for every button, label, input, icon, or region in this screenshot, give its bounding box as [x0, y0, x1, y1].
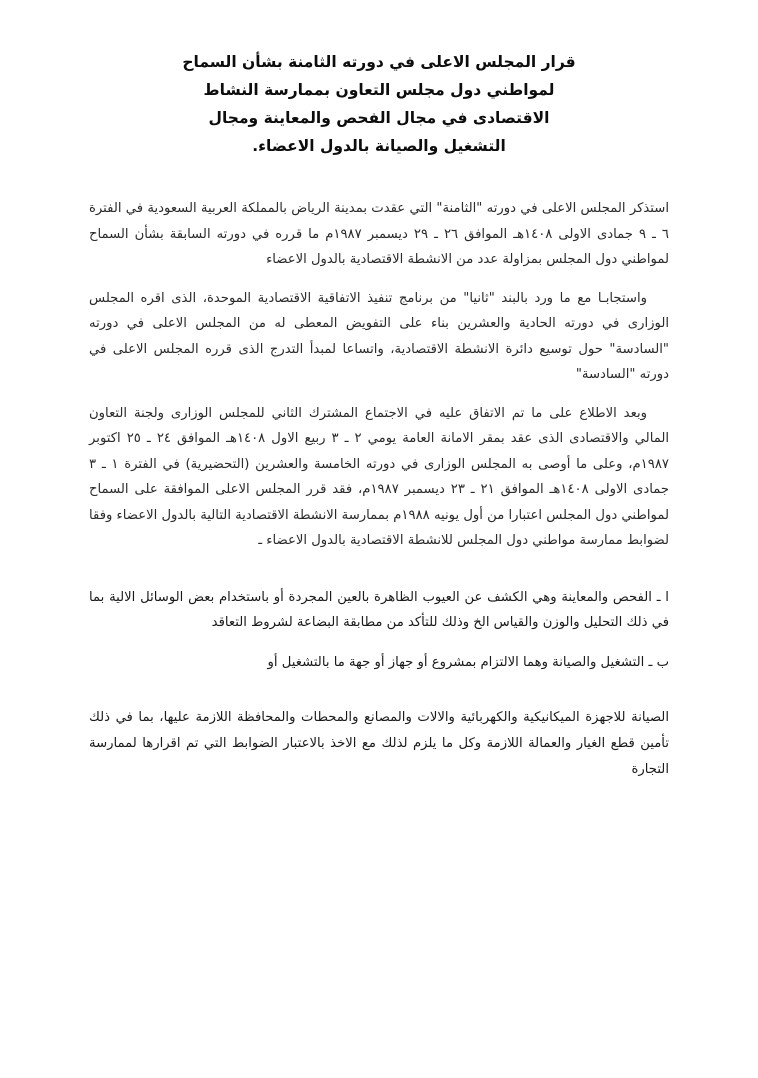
list-item-text: التشغيل والصيانة وهما الالتزام بمشروع أو جهاز أو جهة ما بالتشغيل أو [267, 654, 645, 670]
paragraph-2: واستجابـا مع ما ورد بالبند "ثانيا" من برنامج تنفيذ الاتفاقية الاقتصادية الموحدة، الذى اقره المجلس الوزارى في دورته الحادية والعشرين بناء على التفويض المعطى له من المجلس الاعلى في دورته "السادسة" حول توسيع دائرة الانشطة الاقتصادية، واتساعا لمبدأ التدرج الذى قرره المجلس الاعلى في دورته "السادسة" [89, 290, 669, 382]
title-line-2: لمواطني دول مجلس التعاون بممارسة النشاط [203, 81, 555, 99]
closing-paragraph-1: الصيانة للاجهزة الميكانيكية والكهربائية والالات والمصانع والمحطات والمحافظة اللازمة عليها، بما في ذلك تأمين قطع الغيار والعمالة اللازمة وكل ما يلزم لذلك مع الاخذ بالاعتبار الضوابط التي تم اقرارها لممارسة التجارة [89, 710, 669, 777]
document-body [89, 160, 669, 554]
document-closing [89, 689, 669, 783]
title-line-1: قرار المجلس الاعلى في دورته الثامنة بشأن السماح [182, 53, 576, 71]
document-list [89, 567, 669, 676]
list-item-marker: ب ـ [648, 654, 669, 670]
paragraph-1: استذكر المجلس الاعلى في دورته "الثامنة" التي عقدت بمدينة الرياض بالمملكة العربية السعودية في الفترة ٦ ـ ٩ جمادى الاولى ١٤٠٨هـ الموافق ٢٦ ـ ٢٩ ديسمبر ١٩٨٧م ما قرره في دورته السابقة بشأن السماح لمواطني دول المجلس بمزاولة عدد من الانشطة الاقتصادية بالدول الاعضاء [89, 201, 669, 267]
document-title [0, 0, 758, 160]
paragraph-3: وبعد الاطلاع على ما تم الاتفاق عليه في الاجتماع المشترك الثاني للمجلس الوزارى ولجنة التعاون المالي والاقتصادى الذى عقد بمقر الامانة العامة يومي ٢ ـ ٣ ربيع الاول ١٤٠٨هـ الموافق ٢٤ ـ ٢٥ اكتوبر ١٩٨٧م، وعلى ما أوصى به المجلس الوزارى في دورته الخامسة والعشرين (التحضيرية) في الفترة ١ ـ ٣ جمادى الاولى ١٤٠٨هـ الموافق ٢١ ـ ٢٣ ديسمبر ١٩٨٧م، فقد قرر المجلس الاعلى الموافقة على السماح لمواطني دول المجلس اعتبارا من أول يونيه ١٩٨٨م بممارسة الانشطة الاقتصادية التالية بالدول الاعضاء وفقا لضوابط ممارسة مواطني دول المجلس للانشطة الاقتصادية بالدول الاعضاء ـ [89, 405, 670, 548]
list-item [89, 650, 669, 676]
list-item [89, 585, 669, 636]
title-line-4: التشغيل والصيانة بالدول الاعضاء. [252, 137, 506, 155]
title-line-3: الاقتصادى في مجال الفحص والمعاينة ومجال [208, 109, 550, 127]
list-item-marker: ا ـ [656, 589, 669, 605]
spacer [89, 695, 669, 705]
list-item-text: الفحص والمعاينة وهي الكشف عن العيوب الظاهرة بالعين المجردة أو باستخدام بعض الوسائل الالية بما في ذلك التحليل والوزن والقياس الخ وذلك للتأكد من مطابقة البضاعة لشروط التعاقد [89, 589, 669, 630]
